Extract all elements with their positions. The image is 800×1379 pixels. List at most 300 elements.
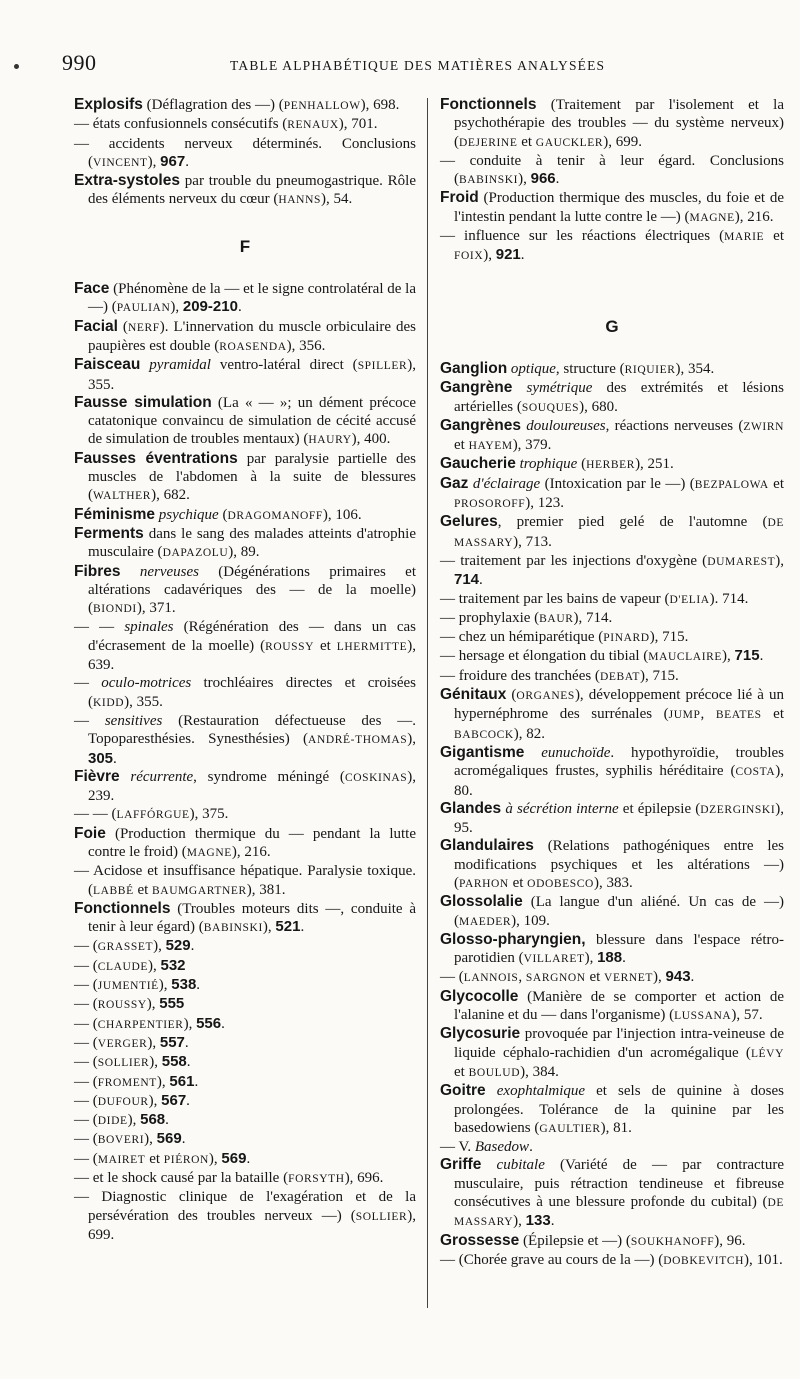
author-name: MAGNE xyxy=(186,846,232,859)
index-entry xyxy=(74,280,416,318)
entry-heading: Fonctionnels xyxy=(74,899,171,917)
page-ref-bold: 532 xyxy=(160,956,186,974)
entry-text: ), xyxy=(147,1034,160,1051)
author-name: LAFFÓRGUE xyxy=(116,809,190,822)
author-name: HAURY xyxy=(308,434,352,447)
index-entry xyxy=(74,862,416,900)
section-letter-f: F xyxy=(239,236,251,256)
entry-text: ventro-latéral direct ( xyxy=(210,357,358,374)
entry-text: ), xyxy=(144,1131,157,1148)
author-name: DEJERINE xyxy=(459,136,518,149)
author-name: SOLLIER xyxy=(97,1057,150,1070)
entry-text xyxy=(524,745,541,761)
index-entry xyxy=(440,475,784,514)
entry-text: ), 400. xyxy=(351,431,391,448)
author-name: FORSYTH xyxy=(288,1173,345,1186)
entry-text: ), 696. xyxy=(344,1170,384,1187)
entry-text: — ( xyxy=(74,1092,98,1109)
entry-text: ), xyxy=(153,938,166,955)
author-name: BIONDI xyxy=(93,603,137,616)
entry-text: ), xyxy=(148,957,161,974)
author-name: DZERGINSKI xyxy=(700,803,776,816)
entry-text: ), 95. xyxy=(454,800,785,837)
entry-text: — Diagnostic clinique de l'exagération et de la persévération des troubles nerveux —) ( xyxy=(74,1189,416,1224)
entry-text: . xyxy=(622,950,626,967)
entry-text: et xyxy=(454,1063,469,1080)
entry-text: ), xyxy=(775,552,784,569)
entry-text: ), 715. xyxy=(649,629,689,646)
entry-text: et xyxy=(133,881,153,898)
entry-heading: Faisceau xyxy=(74,356,141,374)
running-head: TABLE ALPHABÉTIQUE DES MATIÈRES ANALYSÉES xyxy=(230,58,606,73)
page-ref-bold: 943 xyxy=(665,968,691,986)
entry-text: ( xyxy=(117,318,128,335)
entry-text: et xyxy=(454,437,469,454)
index-entry xyxy=(74,995,416,1014)
index-entry xyxy=(74,356,416,394)
entry-text: ), 216. xyxy=(734,208,774,225)
entry-text: provoquée par l'injection intra-veineuse de liquide céphalo-rachidien d'un acromégalique ( xyxy=(454,1026,784,1061)
entry-text: et xyxy=(517,133,536,150)
entry-heading: Gangrène xyxy=(440,379,513,397)
author-name: SOUKHANOFF xyxy=(630,1235,715,1248)
entry-text: ), 57. xyxy=(731,1007,763,1024)
author-name: HERBER xyxy=(586,459,636,472)
author-name: DIDE xyxy=(97,1115,128,1128)
entry-heading: Glandes xyxy=(440,799,502,817)
entry-text: ( xyxy=(506,687,517,704)
entry-text: ), 639. xyxy=(88,637,417,674)
entry-text: (Déflagration des —) ( xyxy=(142,97,284,113)
index-entry xyxy=(440,686,784,744)
entry-heading: Grossesse xyxy=(440,1231,520,1249)
entry-text: — ( xyxy=(74,1150,98,1167)
entry-italic: douloureuses xyxy=(526,417,606,434)
author-name: FROMENT xyxy=(97,1076,157,1089)
author-name: COSKINAS xyxy=(344,771,408,784)
index-entry xyxy=(74,450,416,506)
entry-text: — ( xyxy=(74,1073,98,1090)
entry-heading: Glossolalie xyxy=(440,893,523,911)
entry-text: ), 89. xyxy=(228,544,260,561)
entry-heading: Gelures xyxy=(440,513,498,531)
index-entry xyxy=(74,563,416,619)
author-name: PIÉRON xyxy=(163,1153,209,1166)
page-ref-bold: 133 xyxy=(525,1212,551,1230)
page-ref-bold: 568 xyxy=(140,1111,166,1129)
entry-text: . xyxy=(165,1112,169,1129)
index-entry xyxy=(74,900,416,938)
index-entry xyxy=(440,1082,784,1138)
page-ref-bold: 209-210 xyxy=(182,298,238,316)
entry-text: ), xyxy=(722,648,735,665)
entry-text: ), 123. xyxy=(525,495,564,512)
entry-text xyxy=(121,564,140,580)
entry-text: ), 96. xyxy=(714,1232,746,1249)
page-ref-bold: 715 xyxy=(734,647,760,665)
entry-text: ), xyxy=(148,1092,162,1109)
entry-text: trochléaires directes et croisées ( xyxy=(88,675,416,710)
entry-text xyxy=(140,357,149,373)
entry-text: , premier pied gelé de l'automne ( xyxy=(497,514,768,531)
page-ref-bold: 521 xyxy=(275,918,301,936)
index-entry xyxy=(74,135,416,173)
entry-text xyxy=(481,1157,496,1173)
author-name: DUMAREST xyxy=(707,555,776,568)
entry-text: dans le sang des malades atteints d'atrophie musculaire ( xyxy=(88,525,416,561)
entry-text: (Troubles moteurs dits —, conduite à tenir à leur égard) ( xyxy=(88,900,416,936)
entry-text: des extrémités et lésions artérielles ( xyxy=(454,380,784,415)
entry-text: (Régénération des — dans un cas d'écrasement de la moelle) ( xyxy=(88,619,417,654)
entry-italic: symétrique xyxy=(526,380,593,397)
entry-italic: psychique xyxy=(158,506,219,523)
author-name: DEBAT xyxy=(599,670,640,683)
author-name: MAIRET xyxy=(97,1153,146,1166)
left-column xyxy=(74,96,416,1244)
author-name: ORGANES xyxy=(516,690,575,703)
entry-italic: eunuchoïde xyxy=(541,744,611,761)
index-entry xyxy=(74,1034,416,1053)
entry-text: ), 354. xyxy=(675,360,715,377)
entry-text: ), xyxy=(170,299,183,316)
index-entry xyxy=(74,394,416,450)
entry-text: (Production thermique des muscles, du foie et de l'intestin pendant la lutte contre le —) ( xyxy=(454,190,784,225)
entry-italic: oculo-motrices xyxy=(101,675,192,692)
index-entry xyxy=(440,152,784,190)
entry-text: et xyxy=(145,1150,164,1167)
entry-text: ), xyxy=(149,1054,162,1071)
entry-text: — — ( xyxy=(74,806,117,823)
entry-text: — — xyxy=(74,619,125,636)
author-name: DE MASSARY xyxy=(454,1197,784,1229)
entry-text: — ( xyxy=(440,969,464,986)
entry-text: . xyxy=(190,938,195,955)
author-name: JUMENTIÉ xyxy=(97,980,159,993)
index-entry xyxy=(74,1053,416,1072)
index-entry xyxy=(74,618,416,674)
entry-text: ), 109. xyxy=(511,912,550,929)
entry-text: ), xyxy=(147,153,161,170)
page-ref-bold: 966 xyxy=(530,170,556,188)
entry-text: , xyxy=(700,706,716,723)
entry-text: et sels de quinine à doses prolongées. Tolérance de la quinine par les basedowiens ( xyxy=(454,1083,785,1136)
entry-text: — ( xyxy=(74,977,98,994)
entry-text: . xyxy=(690,969,695,986)
page-ref-bold: 529 xyxy=(165,937,191,955)
page-ref-bold: 921 xyxy=(495,246,521,264)
entry-text: . xyxy=(186,1092,190,1109)
author-name: VERGER xyxy=(97,1037,148,1050)
entry-text: ), xyxy=(513,1213,526,1230)
entry-heading: Fausse simulation xyxy=(74,393,212,411)
column-divider xyxy=(427,98,428,1308)
entry-text: ), 251. xyxy=(635,456,674,473)
index-entry xyxy=(440,893,784,931)
entry-text: ), xyxy=(518,171,531,188)
author-name: PENHALLOW xyxy=(283,100,361,112)
author-name: PINARD xyxy=(603,632,650,645)
entry-text: ), 82. xyxy=(513,725,546,742)
entry-heading: Glycocolle xyxy=(440,987,519,1005)
entry-text: ), 713. xyxy=(513,533,552,550)
index-entry xyxy=(440,552,784,590)
entry-text xyxy=(512,380,526,396)
author-name: NERF xyxy=(127,321,160,334)
entry-text: ), 106. xyxy=(322,506,362,523)
entry-text: ), 371. xyxy=(136,600,176,617)
index-entry xyxy=(74,115,416,134)
entry-text: . xyxy=(113,750,117,767)
entry-heading: Goitre xyxy=(440,1082,486,1100)
entry-text: — (Chorée grave au cours de la —) ( xyxy=(440,1251,664,1268)
entry-text: . xyxy=(181,1131,186,1148)
page-number: 990 xyxy=(62,50,97,75)
index-entry xyxy=(74,525,416,563)
entry-text: . xyxy=(194,1073,199,1090)
entry-heading: Foie xyxy=(74,824,106,842)
entry-text: — xyxy=(74,675,102,692)
entry-heading: Fibres xyxy=(74,562,121,580)
author-name: DUFOUR xyxy=(97,1095,149,1108)
entry-text: (Production thermique du — pendant la lutte contre le froid) ( xyxy=(88,825,416,860)
author-name: MARIE xyxy=(724,231,765,244)
entry-italic: spinales xyxy=(124,619,174,636)
author-name: BOVERI xyxy=(97,1134,145,1147)
entry-heading: Fonctionnels xyxy=(440,96,537,113)
entry-text: par paralysie partielle des muscles de l'abdomen à la suite de blessures ( xyxy=(88,450,416,504)
entry-text: (Restauration défectueuse des —. Topoparesthésies. Synesthésies) ( xyxy=(88,712,417,748)
entry-text: . xyxy=(479,572,483,589)
author-name: ZWIRN xyxy=(743,420,785,433)
author-name: VINCENT xyxy=(93,156,148,169)
page-ref-bold: 305 xyxy=(88,749,114,767)
author-name: SOUQUES xyxy=(521,401,580,414)
entry-text: ), 355. xyxy=(124,693,163,710)
entry-text: ), 54. xyxy=(320,191,353,208)
entry-text: — ( xyxy=(74,938,98,955)
author-name: PROSOROFF xyxy=(454,498,526,511)
entry-text: . xyxy=(550,1213,555,1230)
entry-text: , syndrome méningé ( xyxy=(193,768,345,785)
entry-text: — prophylaxie ( xyxy=(440,609,540,626)
entry-heading: Gaucherie xyxy=(440,455,516,473)
index-entry xyxy=(440,227,784,266)
entry-text: (Dégénérations primaires et altérations cadavériques des — de la moelle) ( xyxy=(88,563,416,617)
entry-text: — états confusionnels consécutifs ( xyxy=(74,116,288,133)
entry-text: (Manière de se comporter et action de l'alanine et du — dans l'organisme) ( xyxy=(454,988,784,1024)
entry-text: — accidents nerveux déterminés. Conclusions ( xyxy=(74,135,416,170)
entry-text: — et le shock causé par la bataille ( xyxy=(74,1170,289,1187)
author-name: LANNOIS xyxy=(463,972,519,985)
author-name: BEZPALOWA xyxy=(694,478,769,491)
entry-text: — ( xyxy=(74,1034,98,1051)
index-entry xyxy=(74,506,416,525)
entry-text: ), xyxy=(584,950,598,967)
entry-text: ), 81. xyxy=(600,1119,632,1136)
entry-italic: sensitives xyxy=(104,712,163,729)
entry-text: ), xyxy=(146,996,160,1013)
entry-text: et xyxy=(508,874,528,891)
entry-text: et xyxy=(764,228,784,245)
author-name: SARGNON xyxy=(525,972,586,985)
entry-text: ), 682. xyxy=(151,487,190,504)
index-entry xyxy=(440,931,784,969)
entry-text: . hypothyroïdie, troubles acromégaliques frustes, syphilis héréditaire ( xyxy=(454,744,785,780)
entry-text: ), xyxy=(483,247,496,264)
index-entry xyxy=(440,628,784,647)
entry-text: — froidure des tranchées ( xyxy=(440,667,600,684)
entry-text: ( xyxy=(218,506,228,523)
entry-text: (Phénomène de la — et le signe controlatéral de la —) ( xyxy=(88,281,416,316)
author-name: DE MASSARY xyxy=(454,517,784,549)
index-entry xyxy=(74,1150,416,1169)
author-name: BABINSKI xyxy=(459,174,519,187)
entry-text: — ( xyxy=(74,1131,98,1148)
entry-text: . xyxy=(300,919,305,936)
author-name: RIQUIER xyxy=(624,363,676,376)
index-entry xyxy=(74,1188,416,1244)
entry-heading: Génitaux xyxy=(440,686,507,704)
entry-italic: pyramidal xyxy=(149,357,211,374)
entry-text: (Traitement par l'isolement et la psychothérapie des troubles — du système nerveux) ( xyxy=(454,97,784,150)
entry-heading: Extra-systoles xyxy=(74,172,180,190)
index-entry xyxy=(74,1130,416,1149)
author-name: FOIX xyxy=(454,250,484,263)
entry-text: (Intoxication par le —) ( xyxy=(540,475,695,492)
index-entry xyxy=(440,800,784,838)
entry-text: ), 379. xyxy=(512,437,552,454)
index-entry xyxy=(74,805,416,824)
page-ref-bold: 556 xyxy=(196,1014,222,1032)
entry-heading: Griffe xyxy=(440,1156,482,1174)
index-entry xyxy=(440,1138,784,1156)
index-entry xyxy=(440,455,784,474)
section-letter-g: G xyxy=(605,316,619,336)
author-name: ROASENDA xyxy=(219,340,287,353)
entry-italic: nerveuses xyxy=(139,563,199,580)
index-entry xyxy=(440,609,784,628)
page-ref-bold: 567 xyxy=(161,1091,187,1109)
author-name: HANNS xyxy=(278,194,321,207)
author-name: JUMP xyxy=(668,709,701,722)
entry-text: — hersage et élongation du tibial ( xyxy=(440,648,649,665)
index-entry xyxy=(74,957,416,976)
author-name: BAUMGARTNER xyxy=(152,884,247,897)
page-ref-bold: 558 xyxy=(161,1053,187,1071)
author-name: GAULTIER xyxy=(539,1122,601,1135)
author-name: ODOBESCO xyxy=(527,877,594,890)
index-entry xyxy=(74,1015,416,1034)
entry-heading: Gangrènes xyxy=(440,416,521,434)
index-entry xyxy=(440,590,784,609)
author-name: DAPAZOLU xyxy=(162,547,229,560)
author-name: LUSSANA xyxy=(674,1010,732,1023)
entry-text: par trouble du pneumogastrique. Rôle des éléments nerveux du cœur ( xyxy=(88,173,416,208)
entry-heading: Froid xyxy=(440,189,479,207)
entry-heading: Gigantisme xyxy=(440,743,525,761)
entry-text: — V. xyxy=(440,1139,475,1156)
author-name: GAUCKLER xyxy=(535,136,604,149)
index-entry xyxy=(74,825,416,863)
entry-text: . xyxy=(520,247,525,264)
index-entry xyxy=(440,1232,784,1251)
entry-text: . xyxy=(555,171,560,188)
index-entry xyxy=(74,318,416,357)
entry-text: ), xyxy=(156,1073,170,1090)
entry-text: . xyxy=(246,1150,251,1167)
entry-text: ), 355. xyxy=(88,357,417,393)
entry-italic: exophtalmique xyxy=(496,1083,586,1100)
entry-heading: Glosso-pharyngien, xyxy=(440,930,586,948)
index-entry xyxy=(74,674,416,712)
index-entry xyxy=(440,1025,784,1082)
author-name: ROUSSY xyxy=(97,999,147,1012)
entry-text: — conduite à tenir à leur égard. Conclusions ( xyxy=(440,152,784,188)
entry-text: — xyxy=(74,712,105,729)
entry-heading: Face xyxy=(74,280,110,298)
index-entry xyxy=(74,937,416,956)
index-entry xyxy=(440,360,784,379)
entry-text: ), 239. xyxy=(88,768,416,805)
author-name: LÉVY xyxy=(750,1047,784,1060)
author-name: RENAUX xyxy=(287,119,339,132)
author-name: COSTA xyxy=(735,766,776,779)
entry-text: ), 216. xyxy=(231,843,271,860)
entry-text: . xyxy=(759,648,764,665)
entry-heading: Glycosurie xyxy=(440,1025,521,1043)
author-name: PARHON xyxy=(459,877,509,890)
entry-text: et épilepsie ( xyxy=(618,800,701,817)
entry-text: — ( xyxy=(74,1015,98,1032)
index-entry xyxy=(440,513,784,552)
page-ref-bold: 561 xyxy=(169,1072,195,1090)
entry-text: (Épilepsie et —) ( xyxy=(519,1232,631,1249)
entry-text: ), 375. xyxy=(189,806,229,823)
index-entry xyxy=(74,712,416,768)
index-entry xyxy=(440,988,784,1026)
author-name: ROUSSY xyxy=(265,640,315,653)
entry-text: ( xyxy=(577,456,587,473)
entry-italic: récurrente xyxy=(130,768,194,785)
author-name: CHARPENTIER xyxy=(97,1018,184,1031)
index-entry xyxy=(440,417,784,456)
entry-text: ), xyxy=(262,919,276,936)
index-entry xyxy=(440,379,784,417)
author-name: MAGNE xyxy=(689,211,735,224)
entry-heading: Féminisme xyxy=(74,505,155,523)
author-name: DRAGOMANOFF xyxy=(227,509,323,522)
page-ref-bold: 569 xyxy=(156,1130,182,1148)
entry-text: et xyxy=(314,637,337,654)
entry-text: ), 384. xyxy=(520,1063,559,1080)
entry-italic: trophique xyxy=(519,456,578,473)
author-name: BEATES xyxy=(715,709,762,722)
entry-text: ), 698. xyxy=(360,97,400,113)
entry-text: . xyxy=(529,1139,533,1156)
entry-text: ), 714. xyxy=(573,609,613,626)
entry-text: ), 699. xyxy=(88,1207,416,1243)
author-name: SOLLIER xyxy=(355,1210,408,1223)
entry-text: ), xyxy=(158,977,172,994)
page-ref-bold: 538 xyxy=(171,976,197,994)
entry-heading: Ganglion xyxy=(440,359,508,377)
entry-text xyxy=(486,1083,497,1099)
entry-text: , xyxy=(518,969,526,986)
author-name: VERNET xyxy=(604,972,654,985)
index-entry xyxy=(74,1169,416,1188)
entry-text: blessure dans l'espace rétro-parotidien ( xyxy=(454,931,784,967)
author-name: GRASSET xyxy=(97,941,154,954)
